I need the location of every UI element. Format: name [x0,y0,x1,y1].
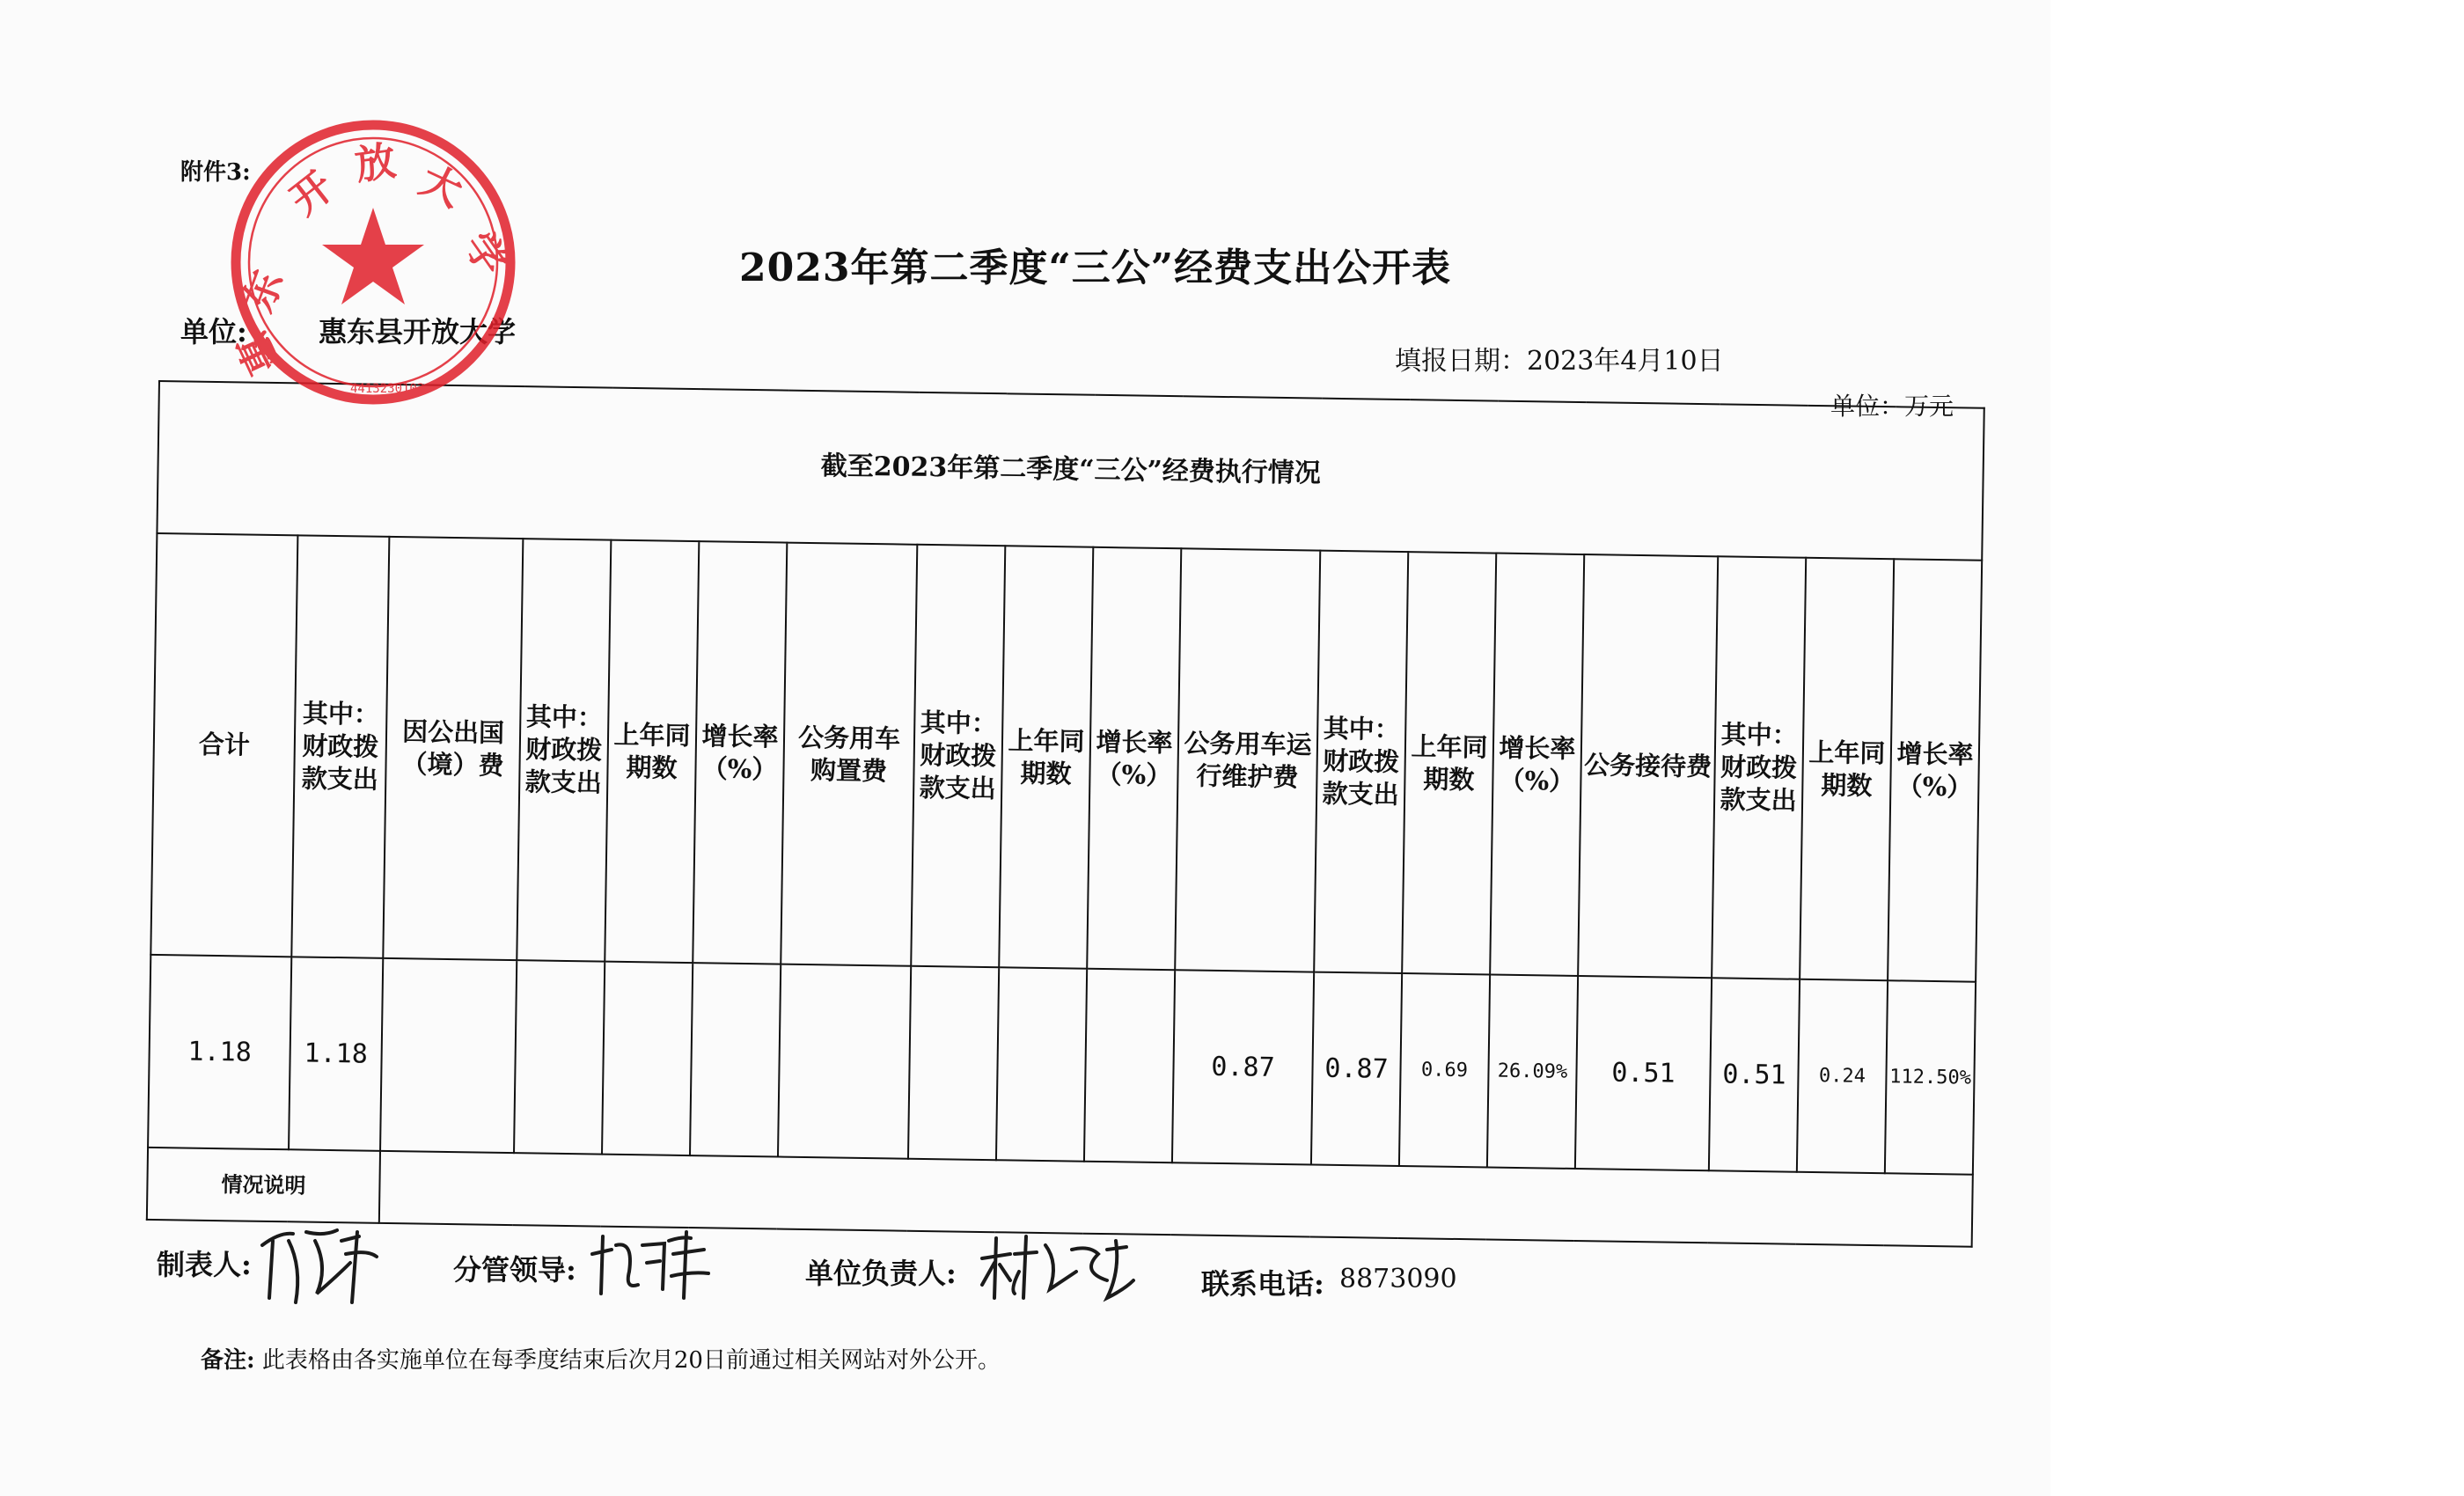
header-cell: 因公出国（境）费 [383,537,523,960]
value-cell [380,958,517,1153]
value-cell: 0.24 [1797,979,1888,1174]
phone-label: 联系电话: [1201,1267,1324,1301]
svg-text:学: 学 [454,223,517,283]
value-cell [996,968,1087,1162]
header-cell: 公务接待费 [1578,554,1718,978]
star-icon [322,208,424,304]
table-title: 截至2023年第二季度“三公”经费执行情况 [157,381,1984,561]
header-cell: 增长率（%） [1490,554,1584,976]
header-cell: 其中：财政拨款支出 [1314,551,1408,973]
footer-note-label: 备注: [201,1347,255,1374]
note-label: 情况说明 [147,1148,380,1222]
footer-note-text: 此表格由各实施单位在每季度结束后次月20日前通过相关网站对外公开。 [261,1347,1001,1374]
value-cell: 0.69 [1399,973,1490,1168]
header-cell: 上年同期数 [1402,552,1496,974]
value-cell: 0.51 [1575,976,1712,1170]
header-cell: 增长率（%） [1888,560,1982,982]
header-cell: 上年同期数 [605,540,699,963]
value-cell: 1.18 [289,957,383,1152]
value-cell: 1.18 [148,955,291,1149]
header-cell: 增长率（%） [693,541,787,964]
header-cell: 增长率（%） [1087,547,1181,970]
principal-label: 单位负责人: [805,1257,957,1290]
header-cell: 其中：财政拨款支出 [291,536,389,959]
footer-note [201,1342,1001,1375]
header-cell: 其中：财政拨款支出 [517,539,611,961]
value-cell [690,963,781,1157]
page-title: 2023年第二季度“三公”经费支出公开表 [739,246,1452,290]
value-cell [778,964,911,1159]
expense-table [146,380,1985,1248]
header-cell: 公务用车运行维护费 [1175,549,1320,972]
header-cell: 公务用车购置费 [781,543,917,966]
svg-text:4413230103: 4413230103 [350,382,425,396]
svg-text:惠: 惠 [228,325,289,383]
leader-signature [585,1219,717,1307]
svg-text:东: 东 [233,264,293,319]
header-cell: 其中：财政拨款支出 [911,545,1005,967]
money-unit: 单位：万元 [1830,392,1954,421]
svg-text:大: 大 [413,156,470,216]
value-cell: 112.50% [1885,981,1976,1176]
header-cell: 其中：财政拨款支出 [1712,557,1806,979]
table-header-row [150,533,1982,982]
principal-signature [975,1228,1138,1307]
value-cell: 0.51 [1709,979,1800,1173]
header-cell: 合计 [150,533,297,957]
value-cell [514,960,605,1155]
preparer-label: 制表人: [157,1248,252,1281]
svg-text:开: 开 [281,161,343,224]
value-cell [908,966,999,1161]
header-cell: 上年同期数 [999,546,1093,969]
unit-name: 惠东县开放大学 [319,315,517,348]
attachment-label: 附件3: [180,159,251,186]
fill-date: 填报日期：2023年4月10日 [1395,346,1724,377]
phone-value: 8873090 [1339,1264,1457,1294]
official-seal-stamp [218,113,528,412]
value-cell: 26.09% [1487,975,1578,1170]
header-cell: 上年同期数 [1800,558,1894,980]
svg-text:放: 放 [352,136,400,189]
preparer-signature [253,1214,385,1311]
table-row [148,955,1976,1175]
value-cell [602,962,693,1156]
value-cell: 0.87 [1172,971,1314,1165]
leader-label: 分管领导: [453,1253,576,1287]
value-cell [1084,969,1175,1163]
unit-label: 单位: [180,315,247,348]
value-cell: 0.87 [1311,972,1402,1167]
